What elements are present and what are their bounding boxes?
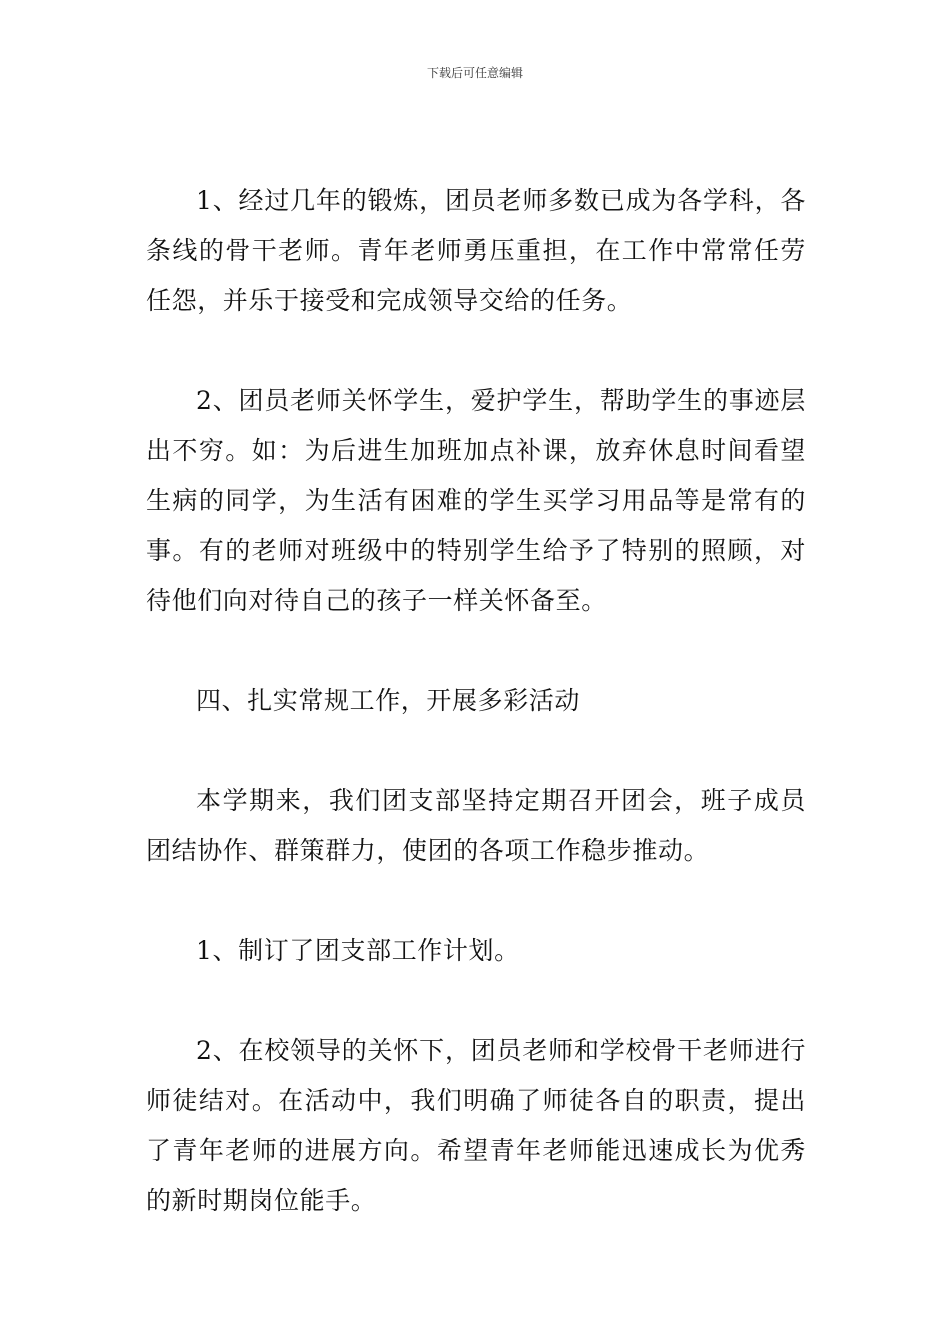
section-heading-routine-work: 四、扎实常规工作，开展多彩活动 [196, 686, 581, 715]
paragraph-care-students: 2、团员老师关怀学生，爱护学生，帮助学生的事迹层出不穷。如：为后进生加班加点补课，放弃休息时间看望生病的同学，为生活有困难的学生买学习用品等是常有的事。有的老师对班级中的特别学生给予了特别的照顾，对待他们向对待自己的孩子一样关怀备至。 [146, 386, 806, 615]
paragraph-teachers-backbone: 1、经过几年的锻炼，团员老师多数已成为各学科，各条线的骨干老师。青年老师勇压重担，在工作中常常任劳任怨，并乐于接受和完成领导交给的任务。 [146, 186, 806, 315]
paragraph-branch-meetings: 本学期来，我们团支部坚持定期召开团会，班子成员团结协作、群策群力，使团的各项工作稳步推动。 [146, 786, 806, 865]
document-body [146, 176, 806, 1276]
paragraph-work-plan: 1、制订了团支部工作计划。 [196, 936, 520, 965]
page-header-note: 下载后可任意编辑 [426, 66, 523, 80]
paragraph-mentorship: 2、在校领导的关怀下，团员老师和学校骨干老师进行师徒结对。在活动中，我们明确了师徒各自的职责，提出了青年老师的进展方向。希望青年老师能迅速成长为优秀的新时期岗位能手。 [146, 1036, 806, 1215]
